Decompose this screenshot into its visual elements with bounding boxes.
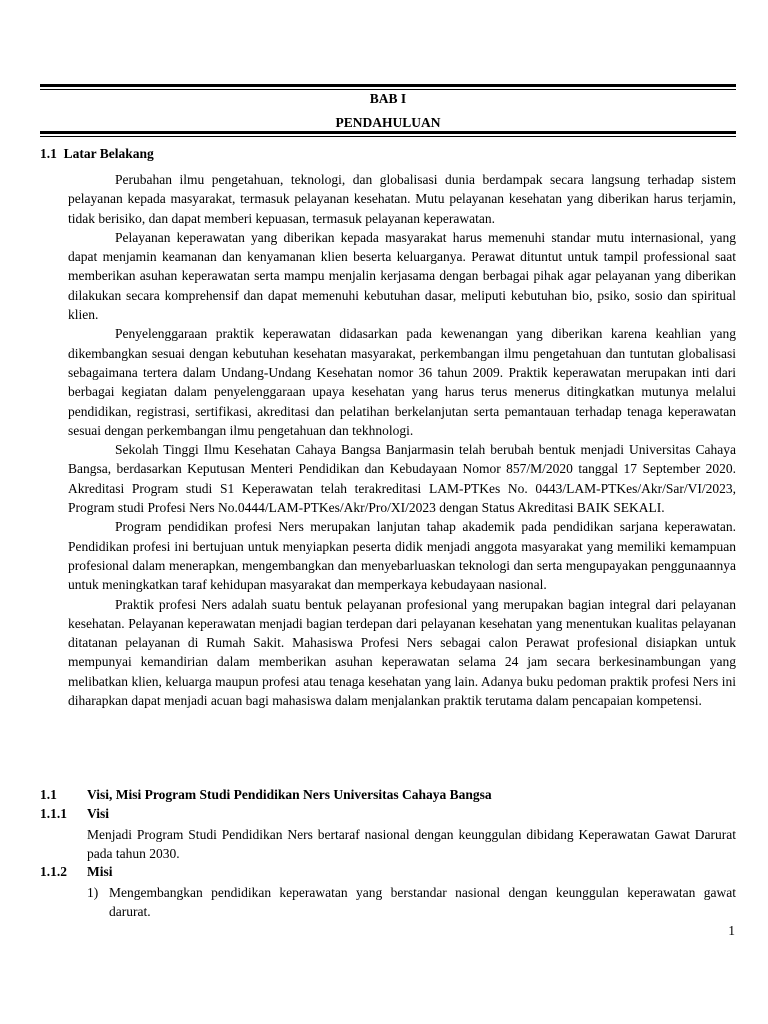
misi-title: Misi	[87, 864, 113, 879]
paragraph: Praktik profesi Ners adalah suatu bentuk pelayanan profesional yang merupakan bagian integral dari pelayanan kesehatan. Pelayanan keperawatan menjadi bagian terdepan dari pelayanan kesehatan yang menentukan kualitas pelayanan ditatanan pelayanan di Rumah Sakit. Mahasiswa Profesi Ners sebagai calon Perawat profesional disiapkan untuk mempunyai kemandirian dalam memberikan asuhan keperawatan selama 24 jam secara berkesinambungan yang melibatkan klien, keluarga maupun profesi atau tenaga kesehatan yang lain. Adanya buku pedoman praktik profesi Ners ini diharapkan dapat menjadi acuan bagi mahasiswa dalam menjalankan praktik terutama dalam pencapaian kompetensi.	[68, 596, 736, 709]
top-rule	[40, 84, 736, 87]
chapter-title: PENDAHULUAN	[335, 115, 441, 130]
list-marker: 1)	[87, 885, 99, 900]
chapter-label: BAB I	[369, 91, 407, 106]
visi-misi-number: 1.1	[40, 787, 57, 802]
visi-text: Menjadi Program Studi Pendidikan Ners bertaraf nasional dengan keunggulan dibidang Keperawatan Gawat Darurat pada tahun 2030.	[87, 827, 736, 862]
paragraph: Program pendidikan profesi Ners merupakan lanjutan tahap akademik pada pendidikan sarjana keperawatan. Pendidikan profesi ini bertujuan untuk menyiapkan peserta didik menjadi anggota masyarakat yang memiliki kemampuan profesional dalam menerapkan, mengembangkan dan menyebarluaskan teknologi dan serta mengupayakan penggunaannya untuk meningkatkan taraf kehidupan masyarakat dan memperkaya kebudayaan nasional.	[68, 519, 736, 593]
list-text: Mengembangkan pendidikan keperawatan yang berstandar nasional dengan keunggulan keperawatan gawat darurat.	[109, 885, 736, 920]
paragraph: Sekolah Tinggi Ilmu Kesehatan Cahaya Bangsa Banjarmasin telah berubah bentuk menjadi Universitas Cahaya Bangsa, berdasarkan Keputusan Menteri Pendidikan dan Kebudayaan Nomor 857/M/2020 tanggal 17 September 2020. Akreditasi Program studi S1 Keperawatan telah terakreditasi LAM-PTKes No. 0443/LAM-PTKes/Akr/Sar/VI/2023, Program studi Profesi Ners No.0444/LAM-PTKes/Akr/Pro/XI/2023 dengan Status Akreditasi BAIK SEKALI.	[68, 442, 736, 516]
bottom-rule	[40, 131, 736, 134]
visi-number: 1.1.1	[40, 806, 67, 821]
misi-number: 1.1.2	[40, 864, 67, 879]
paragraph: Pelayanan keperawatan yang diberikan kepada masyarakat harus memenuhi standar mutu internasional, yang dapat menjamin keamanan dan kenyamanan klien beserta keluarganya. Perawat dituntut untuk tampil professional saat memberikan asuhan keperawatan serta mampu menjalin kerjasama dengan berbagai pihak agar pelayanan yang diberikan dilakukan secara komprehensif dan dapat memenuhi kebutuhan dasar, meliputi kebutuhan bio, psiko, sosio dan spiritual klien.	[68, 229, 736, 323]
latar-belakang-body	[68, 170, 736, 710]
misi-item	[87, 883, 736, 922]
top-rule-thin	[40, 89, 736, 90]
page-number: 1	[728, 923, 735, 938]
visi-title: Visi	[87, 806, 110, 821]
section-number: 1.1	[40, 146, 57, 161]
bottom-rule-thin	[40, 136, 736, 137]
section-title: Latar Belakang	[63, 146, 154, 161]
paragraph: Perubahan ilmu pengetahuan, teknologi, dan globalisasi dunia berdampak secara langsung terhadap sistem pelayanan kepada masyarakat, termasuk pelayanan kesehatan. Mutu pelayanan kesehatan yang diberikan harus terjamin, tidak berisiko, dan dapat memberi kepuasan, termasuk pelayanan keperawatan.	[68, 172, 736, 226]
section-heading	[40, 146, 154, 162]
paragraph: Penyelenggaraan praktik keperawatan didasarkan pada kewenangan yang diberikan karena keahlian yang dikembangkan sesuai dengan kebutuhan kesehatan masyarakat, perkembangan ilmu pengetahuan dan tuntutan globalisasi sebagaimana tertera dalam Undang-Undang Kesehatan nomor 36 tahun 2009. Praktik keperawatan merupakan inti dari berbagai kegiatan dalam penyelenggaraan upaya kesehatan yang harus terus menerus ditingkatkan mutunya melalui pendidikan, registrasi, sertifikasi, akreditasi dan pelatihan berkelanjutan serta pemantauan terhadap tenaga keperawatan sesuai dengan perkembangan ilmu pengetahuan dan tekhnologi.	[68, 326, 736, 438]
visi-misi-title: Visi, Misi Program Studi Pendidikan Ners Universitas Cahaya Bangsa	[87, 787, 492, 802]
